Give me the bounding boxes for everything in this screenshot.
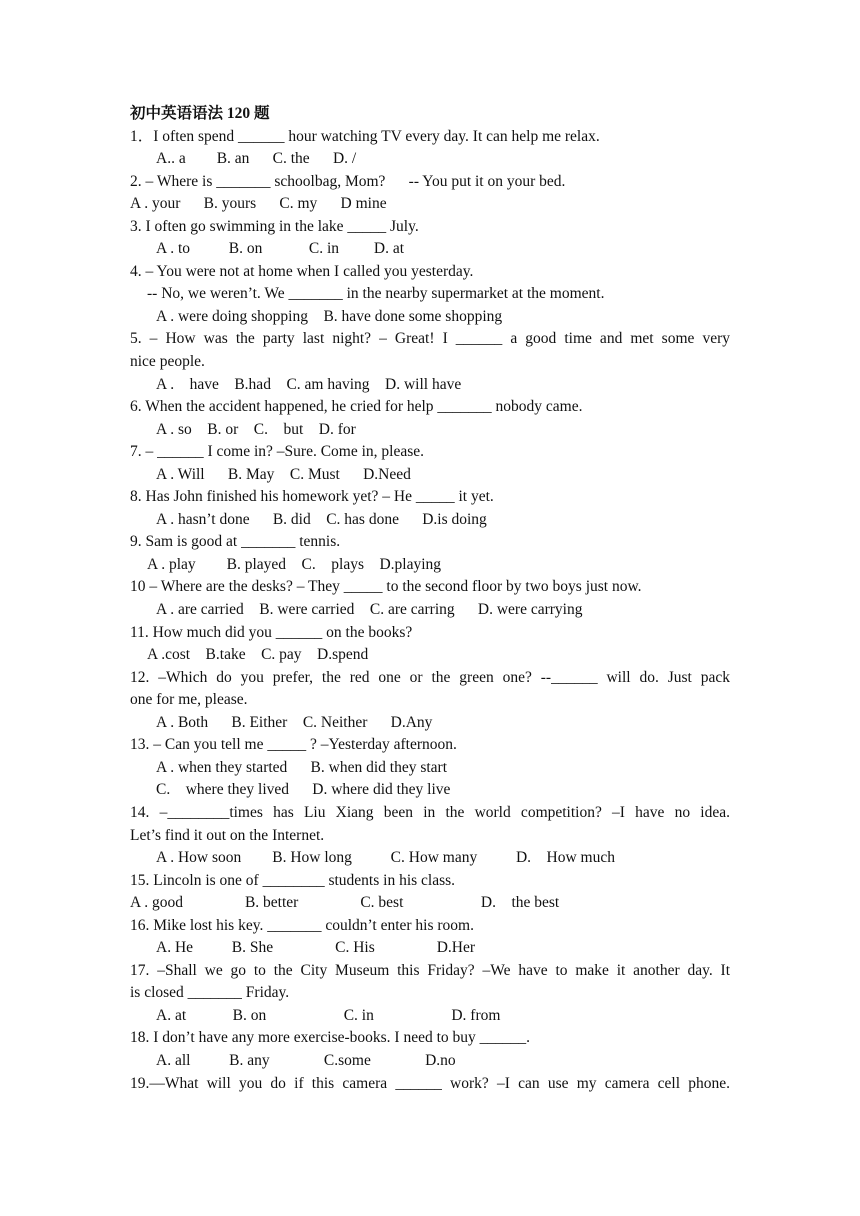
document-page — [130, 103, 730, 1095]
question-text-line: 3. I often go swimming in the lake _____ July. — [130, 217, 419, 235]
question-text-line: 9. Sam is good at _______ tennis. — [130, 533, 341, 551]
question-text-line: 4. – You were not at home when I called you yesterday. — [130, 262, 474, 280]
answer-options-line: -- No, we weren’t. We _______ in the nearby supermarket at the moment. — [147, 285, 605, 303]
question-text-line: A . good B. better C. best D. the best — [130, 894, 560, 912]
answer-options-line: A. He B. She C. His D.Her — [156, 939, 476, 957]
question-text-line: 15. Lincoln is one of ________ students in his class. — [130, 871, 456, 889]
question-text-line: 19.—What will you do if this camera ______ work? –I can use my camera cell phone. — [130, 1074, 730, 1092]
answer-options-line: A . have B.had C. am having D. will have — [156, 375, 462, 393]
document-title: 初中英语语法 120 题 — [130, 105, 270, 122]
answer-options-line: A . to B. on C. in D. at — [156, 240, 405, 258]
question-text-line: 18. I don’t have any more exercise-books. I need to buy ______. — [130, 1029, 531, 1047]
answer-options-line: A . How soon B. How long C. How many D. How much — [156, 849, 615, 867]
question-text-line: 6. When the accident happened, he cried for help _______ nobody came. — [130, 398, 583, 416]
question-text-line: nice people. — [130, 353, 205, 371]
question-list — [130, 126, 730, 1096]
answer-options-line: A .cost B.take C. pay D.spend — [147, 646, 369, 664]
question-text-line: 12. –Which do you prefer, the red one or the green one? --______ will do. Just pack — [130, 668, 730, 686]
answer-options-line: A . when they started B. when did they start — [156, 758, 448, 776]
answer-options-line: A . Will B. May C. Must D.Need — [156, 465, 411, 483]
answer-options-line: A . Both B. Either C. Neither D.Any — [156, 713, 433, 731]
answer-options-line: A . are carried B. were carried C. are carring D. were carrying — [156, 601, 583, 619]
question-text-line: 2. – Where is _______ schoolbag, Mom? -- You put it on your bed. — [130, 172, 566, 190]
question-text-line: 5. – How was the party last night? – Great! I ______ a good time and met some very — [130, 330, 730, 348]
question-text-line: Let’s find it out on the Internet. — [130, 826, 325, 844]
question-text-line: 16. Mike lost his key. _______ couldn’t enter his room. — [130, 916, 474, 934]
answer-options-line: A . were doing shopping B. have done some shopping — [156, 307, 503, 325]
question-text-line: 13. – Can you tell me _____ ? –Yesterday afternoon. — [130, 736, 457, 754]
question-text-line: 14. –________times has Liu Xiang been in the world competition? –I have no idea. — [130, 803, 730, 821]
question-text-line: A . your B. yours C. my D mine — [130, 195, 387, 213]
question-text-line: is closed _______ Friday. — [130, 984, 290, 1002]
answer-options-line: A. at B. on C. in D. from — [156, 1006, 501, 1024]
answer-options-line: A . play B. played C. plays D.playing — [147, 555, 442, 573]
answer-options-line: A . hasn’t done B. did C. has done D.is doing — [156, 510, 487, 528]
question-text-line: one for me, please. — [130, 691, 248, 709]
question-text-line: 17. –Shall we go to the City Museum this Friday? –We have to make it another day. It — [130, 961, 730, 979]
question-text-line: 11. How much did you ______ on the books? — [130, 623, 413, 641]
question-text-line: 8. Has John finished his homework yet? – He _____ it yet. — [130, 488, 494, 506]
question-text-line: 1．I often spend ______ hour watching TV every day. It can help me relax. — [130, 127, 600, 145]
answer-options-line: C. where they lived D. where did they live — [156, 781, 451, 799]
answer-options-line: A. all B. any C.some D.no — [156, 1051, 456, 1069]
answer-options-line: A . so B. or C. but D. for — [156, 420, 356, 438]
question-text-line: 10 – Where are the desks? – They _____ to the second floor by two boys just now. — [130, 578, 642, 596]
answer-options-line: A.. a B. an C. the D. / — [156, 150, 357, 168]
question-text-line: 7. – ______ I come in? –Sure. Come in, please. — [130, 443, 425, 461]
